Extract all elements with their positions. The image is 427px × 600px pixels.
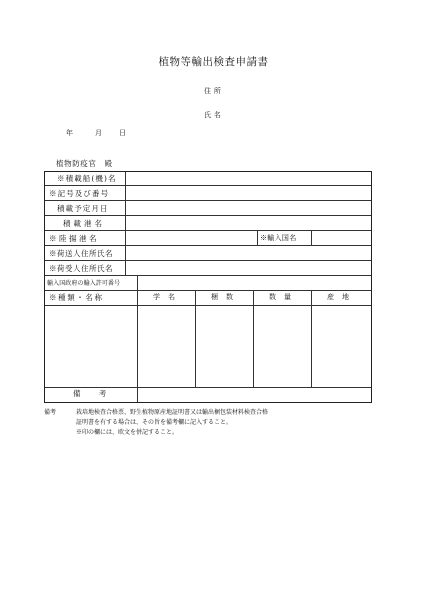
goods-header-scientific-name: 学名	[153, 293, 183, 301]
goods-column-divider	[137, 290, 138, 387]
row-divider	[45, 290, 371, 291]
consignee-label: ※荷受人住所氏名	[49, 264, 113, 273]
footnote-label: 備考	[44, 409, 57, 416]
row-divider	[45, 215, 371, 216]
goods-header-divider	[45, 305, 371, 306]
footnote-line-1: 栽培地検査合格票、野生植物原産地証明書又は輸出梱包装材料検査合格	[76, 409, 269, 416]
goods-column-divider	[253, 290, 254, 387]
import-country-label: ※輸入国名	[260, 234, 297, 242]
goods-header-type-name: ※種類・名称	[49, 293, 104, 302]
country-value-divider	[311, 230, 312, 245]
row-divider	[45, 275, 371, 276]
row-divider	[45, 260, 371, 261]
row-divider	[45, 245, 371, 246]
mark-number-label: ※記号及び番号	[49, 189, 110, 198]
country-column-divider	[257, 230, 258, 245]
application-form-table	[44, 171, 372, 403]
date-day-label: 日	[119, 129, 127, 137]
permit-column-divider	[137, 275, 138, 290]
goods-column-divider	[311, 290, 312, 387]
remarks-label: 備 考	[73, 389, 115, 398]
consignor-label: ※荷送人住所氏名	[49, 249, 113, 258]
address-label: 住 所	[204, 87, 222, 95]
date-year-label: 年	[66, 129, 74, 137]
goods-header-quantity: 数量	[269, 293, 299, 301]
row-divider	[45, 230, 371, 231]
footnote-line-3: ※印の欄には、欧文を併記すること。	[76, 429, 179, 436]
unloading-port-label: ※陸揚港名	[49, 234, 99, 243]
addressee-line: 植物防疫官 殿	[56, 159, 113, 168]
document-title: 植物等輸出検査申請書	[158, 56, 269, 68]
import-permit-label: 輸入国政府の輸入許可番号	[47, 280, 121, 287]
vessel-name-label: ※積載船(機)名	[57, 174, 117, 183]
goods-column-divider	[195, 290, 196, 387]
row-divider	[45, 185, 371, 186]
loading-date-label: 積載予定月日	[57, 204, 109, 213]
goods-header-packages: 梱数	[211, 293, 241, 301]
remarks-column-divider	[137, 387, 138, 402]
date-month-label: 月	[95, 129, 103, 137]
name-label: 氏 名	[204, 111, 222, 119]
loading-port-label: 積載港名	[63, 219, 105, 228]
footnote-line-2: 証明書を有する場合は、その旨を備考欄に記入すること。	[76, 419, 233, 426]
remarks-divider	[45, 387, 371, 388]
goods-header-origin: 産地	[327, 293, 357, 301]
label-column-divider	[125, 172, 126, 275]
row-divider	[45, 200, 371, 201]
